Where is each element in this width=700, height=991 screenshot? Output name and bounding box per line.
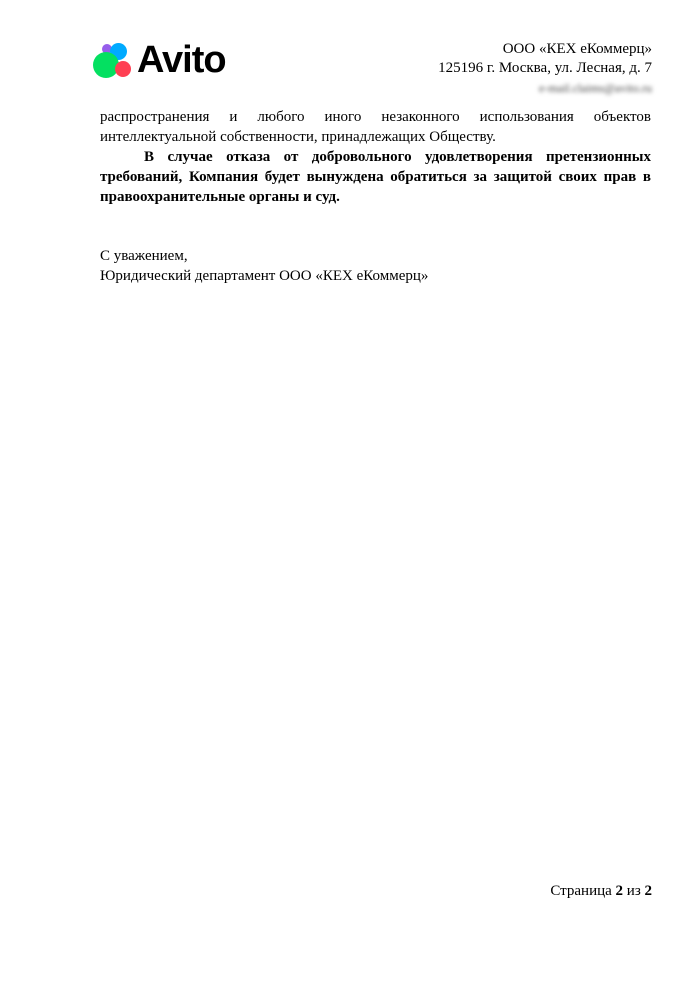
company-address: 125196 г. Москва, ул. Лесная, д. 7 <box>438 60 652 76</box>
closing-block <box>100 246 651 286</box>
logo-wordmark: Avito <box>137 39 226 81</box>
closing-greeting: С уважением, <box>100 248 188 264</box>
avito-logo-icon <box>93 41 133 79</box>
page-total: 2 <box>644 883 652 899</box>
paragraph-continuation: распространения и любого иного незаконного использования объектов интеллектуальной собственности, принадлежащих Обществу. <box>100 109 651 145</box>
sender-info <box>438 40 652 98</box>
page-number <box>550 883 652 900</box>
page-prefix: Страница <box>550 883 616 899</box>
page-middle: из <box>623 883 645 899</box>
paragraph-warning: В случае отказа от добровольного удовлетворения претензионных требований, Компания будет вынуждена обратиться за защитой своих прав в правоохранительные органы и суд. <box>100 149 651 205</box>
closing-signature: Юридический департамент ООО «КЕХ еКоммерц» <box>100 268 429 284</box>
page-current: 2 <box>615 883 624 899</box>
logo-dot-red <box>115 61 131 77</box>
company-email-blurred: e-mail.claims@avito.ru <box>538 81 652 95</box>
letter-body <box>100 107 651 286</box>
avito-logo <box>93 40 226 80</box>
company-name: ООО «КЕХ еКоммерц» <box>502 41 652 57</box>
